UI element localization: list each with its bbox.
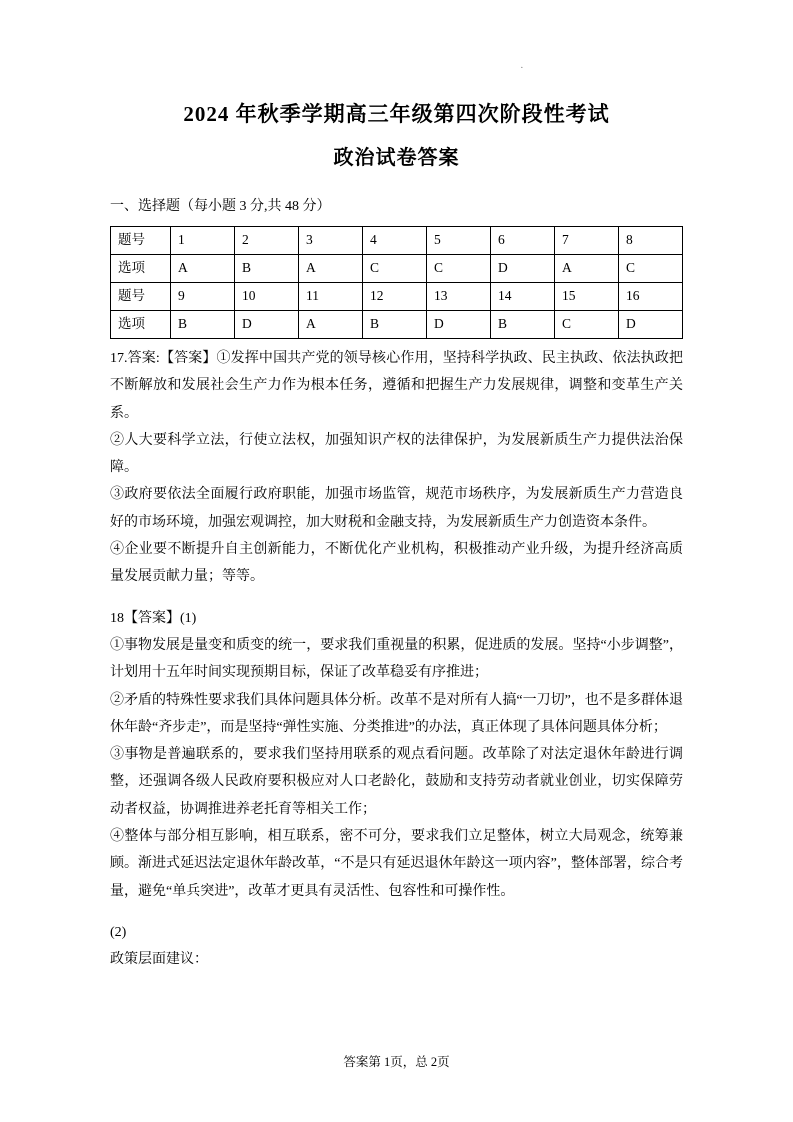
answer-key-table xyxy=(110,226,683,339)
table-cell: A xyxy=(299,254,363,282)
answer-17-paragraph-3: ③政府要依法全面履行政府职能，加强市场监管，规范市场秩序，为发展新质生产力营造良好的市场环境，加强宏观调控，加大财税和金融支持，为发展新质生产力创造资本条件。 xyxy=(110,487,683,530)
row-label-option: 选项 xyxy=(111,310,171,338)
row-label-question: 题号 xyxy=(111,226,171,254)
table-cell: 1 xyxy=(171,226,235,254)
answer-17-paragraph-1: 17.答案:【答案】①发挥中国共产党的领导核心作用，坚持科学执政、民主执政、依法执政把不断解放和发展社会生产力作为根本任务，遵循和把握生产力发展规律，调整和变革生产关系。 xyxy=(110,350,683,421)
table-cell: 3 xyxy=(299,226,363,254)
table-cell: D xyxy=(235,310,299,338)
answer-17-paragraph-4: ④企业要不断提升自主创新能力，不断优化产业机构，积极推动产业升级，为提升经济高质量发展贡献力量；等等。 xyxy=(110,542,683,585)
table-cell: 8 xyxy=(619,226,683,254)
table-cell: B xyxy=(363,310,427,338)
answer-18-paragraph-1: ①事物发展是量变和质变的统一，要求我们重视量的积累，促进质的发展。坚持“小步调整”，计划用十五年时间实现预期目标，保证了改革稳妥有序推进； xyxy=(110,637,683,681)
row-label-question: 题号 xyxy=(111,282,171,310)
page-title: 2024 年秋季学期高三年级第四次阶段性考试 xyxy=(183,102,610,126)
table-cell: 14 xyxy=(491,282,555,310)
table-cell: 4 xyxy=(363,226,427,254)
table-cell: 12 xyxy=(363,282,427,310)
table-row xyxy=(111,226,683,254)
page-footer: 答案第 1页，总 2页 xyxy=(343,1055,450,1069)
table-cell: 11 xyxy=(299,282,363,310)
table-row xyxy=(111,282,683,310)
answer-17-paragraph-2: ②人大要科学立法，行使立法权，加强知识产权的法律保护，为发展新质生产力提供法治保障。 xyxy=(110,432,683,476)
table-cell: A xyxy=(171,254,235,282)
table-cell: A xyxy=(555,254,619,282)
table-row xyxy=(111,254,683,282)
table-cell: C xyxy=(619,254,683,282)
table-cell: A xyxy=(299,310,363,338)
table-row xyxy=(111,310,683,338)
table-cell: B xyxy=(171,310,235,338)
table-cell: 13 xyxy=(427,282,491,310)
table-cell: 6 xyxy=(491,226,555,254)
table-cell: D xyxy=(491,254,555,282)
table-cell: C xyxy=(363,254,427,282)
table-cell: D xyxy=(619,310,683,338)
table-cell: B xyxy=(491,310,555,338)
answer-18-paragraph-2: ②矛盾的特殊性要求我们具体问题具体分析。改革不是对所有人搞“一刀切”，也不是多群体退休年龄“齐步走”，而是坚持“弹性实施、分类推进”的办法，真正体现了具体问题具体分析； xyxy=(110,692,683,735)
table-cell: C xyxy=(555,310,619,338)
page-subtitle: 政治试卷答案 xyxy=(333,146,460,169)
table-cell: 5 xyxy=(427,226,491,254)
stray-mark: · xyxy=(520,62,524,74)
answer-18-heading: 18【答案】(1) xyxy=(110,610,197,626)
table-cell: D xyxy=(427,310,491,338)
table-cell: 16 xyxy=(619,282,683,310)
section-heading-choice: 一、选择题（每小题 3 分,共 48 分） xyxy=(110,198,331,214)
table-cell: 15 xyxy=(555,282,619,310)
answer-18-subquestion-2: (2) xyxy=(110,924,127,940)
answer-18-paragraph-4: ④整体与部分相互影响，相互联系，密不可分，要求我们立足整体，树立大局观念，统筹兼顾。渐进式延迟法定退休年龄改革，“不是只有延迟退休年龄这一项内容”，整体部署，综合考量，避免“单兵突进”，改革才更具有灵活性、包容性和可操作性。 xyxy=(110,829,683,899)
table-cell: 2 xyxy=(235,226,299,254)
answer-18-paragraph-5: 政策层面建议： xyxy=(110,952,208,968)
table-cell: 7 xyxy=(555,226,619,254)
table-cell: C xyxy=(427,254,491,282)
table-cell: 10 xyxy=(235,282,299,310)
table-cell: B xyxy=(235,254,299,282)
table-cell: 9 xyxy=(171,282,235,310)
row-label-option: 选项 xyxy=(111,254,171,282)
answer-18-paragraph-3: ③事物是普遍联系的，要求我们坚持用联系的观点看问题。改革除了对法定退休年龄进行调整，还强调各级人民政府要积极应对人口老龄化，鼓励和支持劳动者就业创业，切实保障劳动者权益，协调推进养老托育等相关工作； xyxy=(110,747,683,817)
